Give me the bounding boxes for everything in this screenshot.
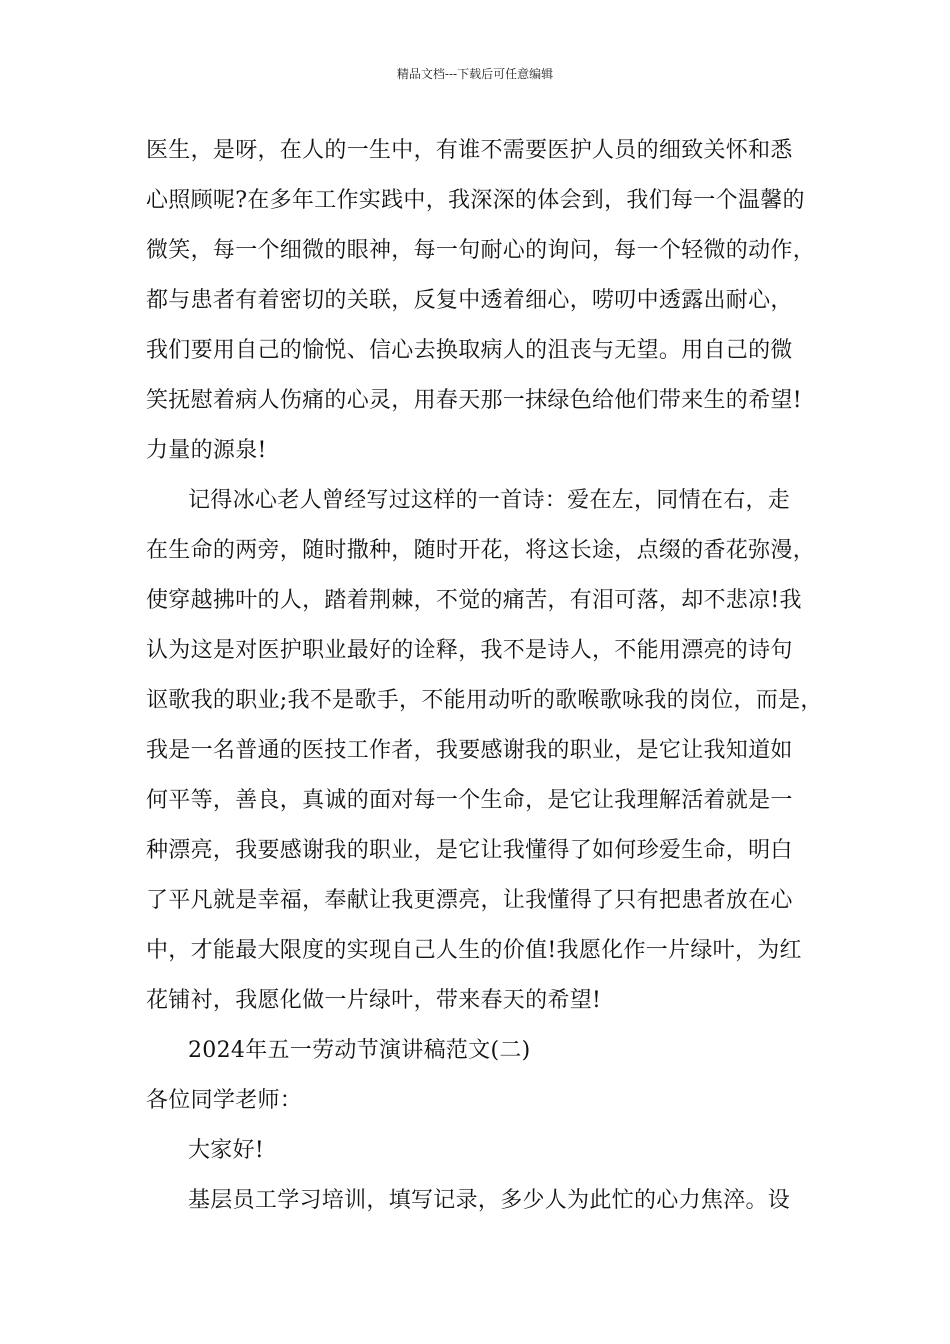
body-line-7: 力量的源泉! xyxy=(146,438,267,463)
page-header: 精品文档---下载后可任意编辑 xyxy=(396,67,554,81)
body-line-17: 中，才能最大限度的实现自己人生的价值!我愿化作一片绿叶，为红 xyxy=(146,938,802,963)
body-line-10: 使穿越拂叶的人，踏着荆棘，不觉的痛苦，有泪可落，却不悲凉!我 xyxy=(146,588,802,613)
body-line-6: 笑抚慰着病人伤痛的心灵，用春天那一抹绿色给他们带来生的希望! xyxy=(146,388,802,413)
body-line-9: 在生命的两旁，随时撒种，随时开花，将这长途，点缀的香花弥漫， xyxy=(146,538,816,563)
body-line-15: 种漂亮，我要感谢我的职业，是它让我懂得了如何珍爱生命，明白 xyxy=(146,838,793,863)
body-line-2: 心照顾呢?在多年工作实践中，我深深的体会到，我们每一个温馨的 xyxy=(146,188,805,213)
section-title: 2024年五一劳动节演讲稿范文(二) xyxy=(188,1038,531,1063)
body-line-14: 何平等，善良，真诚的面对每一个生命，是它让我理解活着就是一 xyxy=(146,788,793,813)
body-line-16: 了平凡就是幸福，奉献让我更漂亮，让我懂得了只有把患者放在心 xyxy=(146,888,793,913)
body-line-12: 讴歌我的职业;我不是歌手，不能用动听的歌喉歌咏我的岗位，而是， xyxy=(146,688,823,713)
body-line-11: 认为这是对医护职业最好的诠释，我不是诗人，不能用漂亮的诗句 xyxy=(146,638,793,663)
body-line-22: 基层员工学习培训，填写记录，多少人为此忙的心力焦淬。设 xyxy=(188,1188,791,1213)
salutation: 各位同学老师： xyxy=(146,1088,303,1113)
greeting: 大家好! xyxy=(188,1138,265,1163)
body-line-1: 医生，是呀，在人的一生中，有谁不需要医护人员的细致关怀和悉 xyxy=(146,138,793,163)
body-line-4: 都与患者有着密切的关联，反复中透着细心，唠叨中透露出耐心， xyxy=(146,288,793,313)
body-line-13: 我是一名普通的医技工作者，我要感谢我的职业，是它让我知道如 xyxy=(146,738,793,763)
body-line-5: 我们要用自己的愉悦、信心去换取病人的沮丧与无望。用自己的微 xyxy=(146,338,793,363)
body-line-18: 花铺衬，我愿化做一片绿叶，带来春天的希望! xyxy=(146,988,602,1013)
body-line-8: 记得冰心老人曾经写过这样的一首诗：爱在左，同情在右，走 xyxy=(188,488,791,513)
body-line-3: 微笑，每一个细微的眼神，每一句耐心的询问，每一个轻微的动作， xyxy=(146,238,816,263)
